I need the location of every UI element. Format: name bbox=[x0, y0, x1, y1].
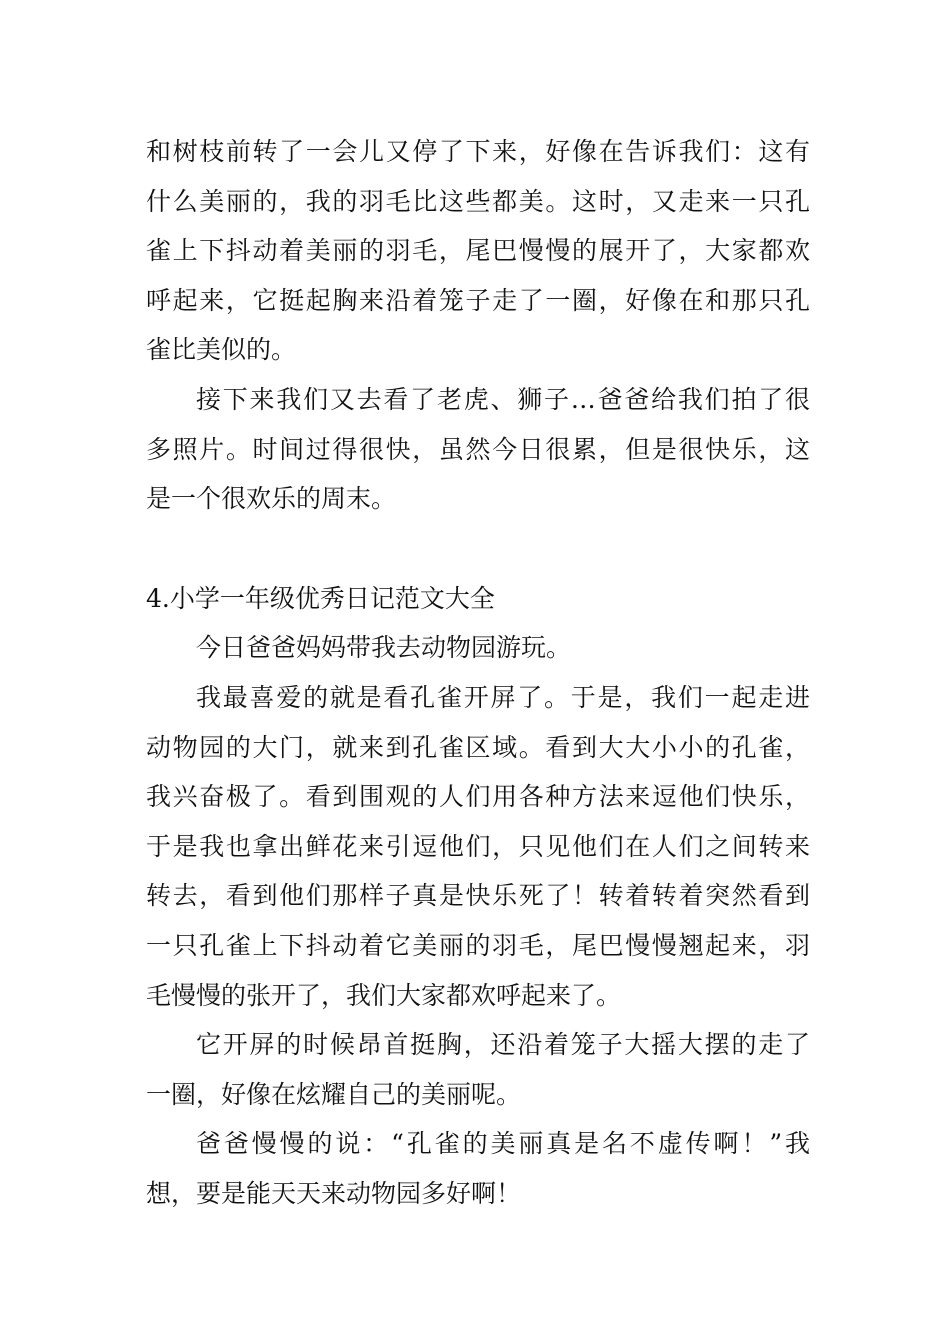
paragraph-line: 想，要是能天天来动物园多好啊！ bbox=[146, 1179, 522, 1208]
paragraph-line: 毛慢慢的张开了，我们大家都欢呼起来了。 bbox=[146, 981, 622, 1010]
paragraph-line: 一只孔雀上下抖动着它美丽的羽毛，尾巴慢慢翘起来，羽 bbox=[146, 931, 810, 960]
paragraph-line: 雀上下抖动着美丽的羽毛，尾巴慢慢的展开了，大家都欢 bbox=[146, 236, 810, 265]
paragraph-line: 是一个很欢乐的周末。 bbox=[146, 484, 397, 513]
paragraph-line: 转去，看到他们那样子真是快乐死了！转着转着突然看到 bbox=[146, 881, 810, 910]
section-heading: 4.小学一年级优秀日记范文大全 bbox=[146, 584, 495, 613]
paragraph-line: 爸爸慢慢的说：“孔雀的美丽真是名不虚传啊！”我 bbox=[196, 1129, 810, 1158]
paragraph-line: 呼起来，它挺起胸来沿着笼子走了一圈，好像在和那只孔 bbox=[146, 286, 810, 315]
paragraph-line: 什么美丽的，我的羽毛比这些都美。这时，又走来一只孔 bbox=[146, 187, 810, 216]
paragraph-line: 它开屏的时候昂首挺胸，还沿着笼子大摇大摆的走了 bbox=[196, 1030, 810, 1059]
paragraph-line: 于是我也拿出鲜花来引逗他们，只见他们在人们之间转来 bbox=[146, 832, 810, 861]
paragraph-line: 和树枝前转了一会儿又停了下来，好像在告诉我们：这有 bbox=[146, 137, 810, 166]
paragraph-line: 我最喜爱的就是看孔雀开屏了。于是，我们一起走进 bbox=[196, 683, 810, 712]
paragraph-line: 今日爸爸妈妈带我去动物园游玩。 bbox=[196, 633, 572, 662]
paragraph-line: 接下来我们又去看了老虎、狮子…爸爸给我们拍了很 bbox=[196, 385, 810, 414]
paragraph-line: 雀比美似的。 bbox=[146, 335, 297, 364]
paragraph-line: 我兴奋极了。看到围观的人们用各种方法来逗他们快乐， bbox=[146, 782, 810, 811]
paragraph-line: 动物园的大门，就来到孔雀区域。看到大大小小的孔雀， bbox=[146, 733, 810, 762]
paragraph-line: 多照片。时间过得很快，虽然今日很累，但是很快乐，这 bbox=[146, 435, 810, 464]
paragraph-line: 一圈，好像在炫耀自己的美丽呢。 bbox=[146, 1080, 522, 1109]
